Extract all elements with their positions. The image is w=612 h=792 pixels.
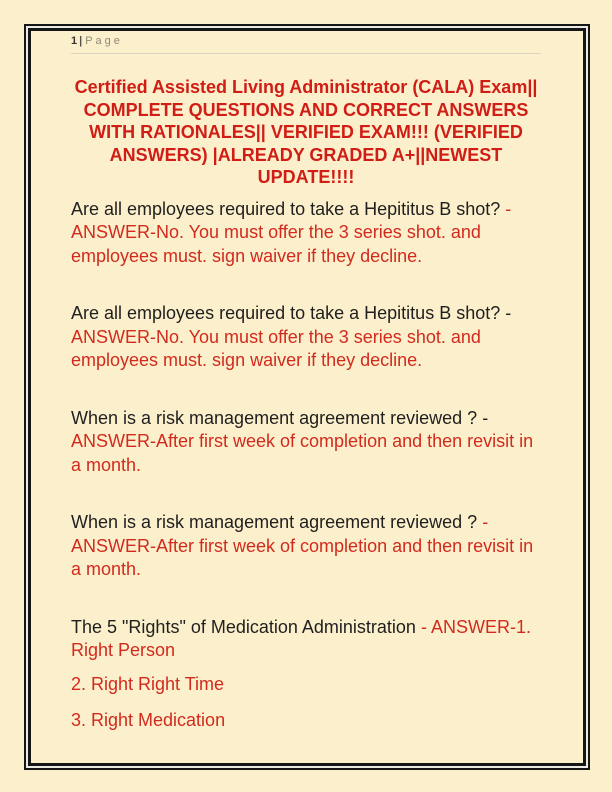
answer-list-line: 2. Right Right Time <box>71 673 225 694</box>
title-line: ANSWERS) |ALREADY GRADED A+||NEWEST <box>109 144 503 165</box>
page-number: 1 <box>71 35 78 47</box>
answer-text: - ANSWER-1. Right Person <box>71 616 531 660</box>
answer-list-line: 3. Right Medication <box>71 710 226 730</box>
answer-text: - ANSWER-No. You must offer the 3 series shot. and employees must. sign waiver if they decline. <box>71 198 512 266</box>
question-text: The 5 "Rights" of Medication Administration <box>71 616 416 637</box>
answer-text: ANSWER-After first week of completion and then revisit in a month. <box>71 431 534 475</box>
question-text: Are all employees required to take a Hepititus B shot? <box>71 198 501 219</box>
title-line: COMPLETE QUESTIONS AND CORRECT ANSWERS <box>83 99 529 120</box>
page-content <box>71 34 541 746</box>
question-text: When is a risk management agreement reviewed ? - <box>71 407 489 428</box>
title-line: Certified Assisted Living Administrator (CALA) Exam|| <box>74 77 538 97</box>
answer-text: ANSWER-No. You must offer the 3 series shot. and employees must. sign waiver if they decline. <box>71 326 481 370</box>
qa-block <box>71 302 541 373</box>
question-text: When is a risk management agreement reviewed ? <box>71 512 478 532</box>
header-separator: | <box>79 35 83 47</box>
qa-block <box>71 407 541 478</box>
document-title <box>71 76 541 189</box>
page-word: Page <box>85 35 123 47</box>
title-line: WITH RATIONALES|| VERIFIED EXAM!!! (VERIFIED <box>89 122 523 142</box>
answer-text: - ANSWER-After first week of completion and then revisit in a month. <box>71 512 534 579</box>
qa-block <box>71 198 541 269</box>
page-header <box>71 34 541 54</box>
title-line: UPDATE!!!! <box>257 167 355 187</box>
question-text: Are all employees required to take a Hepititus B shot? - <box>71 303 512 323</box>
qa-block <box>71 511 541 582</box>
qa-block <box>71 616 541 663</box>
